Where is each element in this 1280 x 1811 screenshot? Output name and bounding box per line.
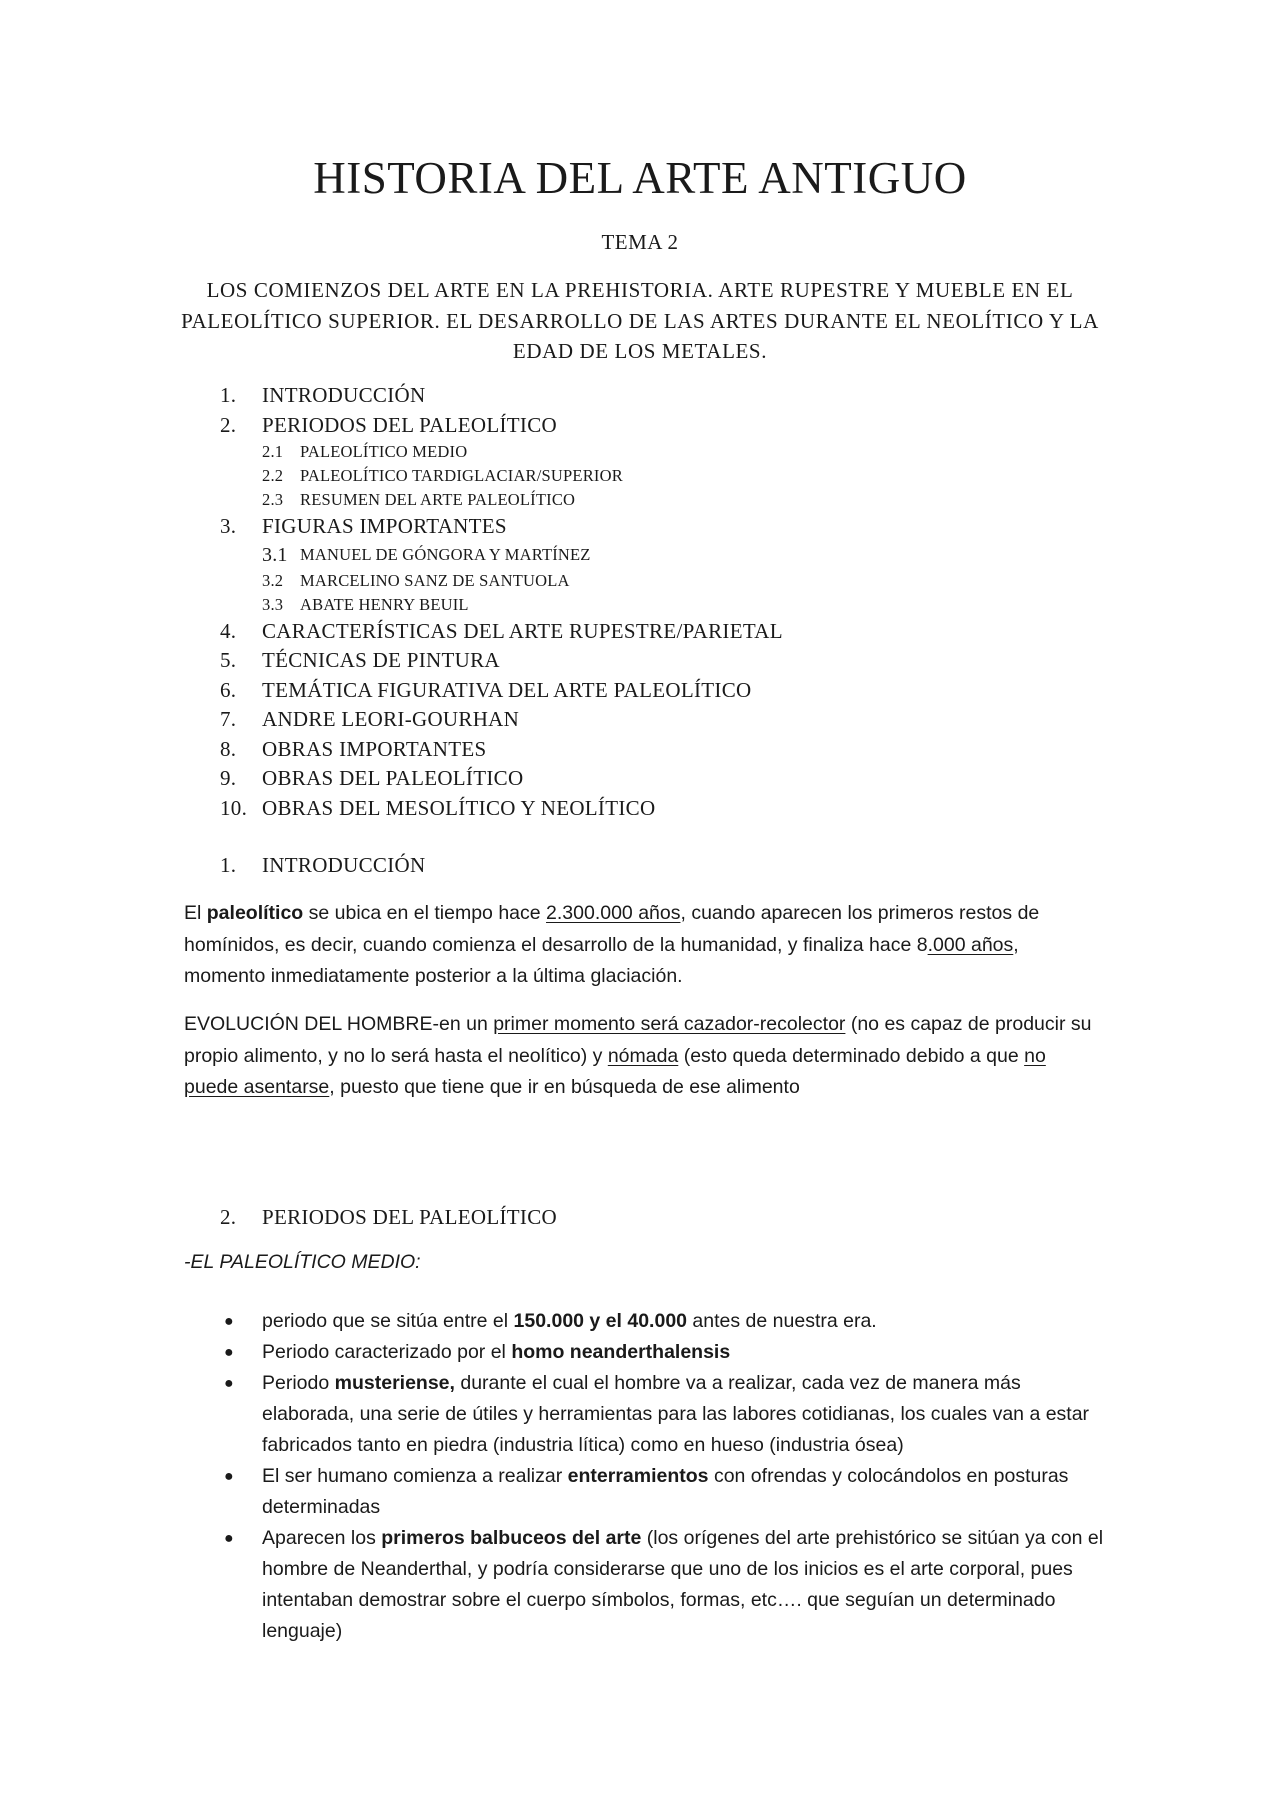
text-run: durante el cual el hombre va a realizar, cada vez de manera más elaborada, una serie de útiles y herramientas para las labores cotidianas, los cuales van a estar fabricados tanto en piedra (industria lítica) como en hueso (industria ósea) [262,1372,1090,1456]
toc-label: OBRAS DEL MESOLÍTICO Y NEOLÍTICO [262,795,656,820]
toc-label: TÉCNICAS DE PINTURA [262,648,500,673]
toc-item [220,794,1120,824]
paragraph-paleolitico [184,898,1104,993]
toc-label: PERIODOS DEL PALEOLÍTICO [262,412,557,437]
toc-number: 2.1 [262,442,284,461]
toc-number: 9. [220,766,237,791]
subsection-label: -EL PALEOLÍTICO MEDIO: [184,1251,421,1273]
toc-subitem [220,593,1120,617]
text-run: periodo que se sitúa entre el [262,1310,514,1332]
text-run: , momento inmediatamente posterior a la última glaciación. [184,933,1019,987]
toc-number: 1. [220,383,237,408]
toc-label: OBRAS IMPORTANTES [262,736,487,761]
toc-label: CARACTERÍSTICAS DEL ARTE RUPESTRE/PARIETAL [262,618,783,643]
bullet-icon: ● [224,1344,234,1361]
toc-label: RESUMEN DEL ARTE PALEOLÍTICO [300,490,576,509]
toc-subitem [220,440,1120,464]
toc-label: PALEOLÍTICO TARDIGLACIAR/SUPERIOR [300,466,623,485]
list-item [184,1306,1114,1337]
paragraph-evolucion [184,1009,1104,1104]
toc-label: MARCELINO SANZ DE SANTUOLA [300,570,570,590]
toc-item [220,646,1120,676]
text-run: , cuando aparecen los primeros restos de homínidos, es decir, cuando comienza el desarrollo de la humanidad, y finaliza hace 8 [184,902,1040,956]
text-run: Periodo caracterizado por el [262,1341,512,1363]
text-run: El ser humano comienza a realizar [262,1465,568,1487]
toc-number: 2.2 [262,466,284,485]
toc-item [220,705,1120,735]
toc-label: PALEOLÍTICO MEDIO [300,442,468,461]
toc-number: 5. [220,648,237,673]
toc-number: 4. [220,618,237,643]
toc-number: 3. [220,514,237,539]
bullet-icon: ● [224,1375,234,1392]
bullet-icon: ● [224,1313,234,1330]
toc-number: 7. [220,707,237,732]
bold-term: enterramientos [567,1465,709,1487]
section-heading-introduccion [220,853,425,878]
list-item [184,1368,1114,1461]
toc-label: MANUEL DE GÓNGORA Y MARTÍNEZ [300,545,591,564]
toc-label: ANDRE LEORI-GOURHAN [262,707,520,732]
underlined-term: primer momento será cazador-recolector [493,1013,846,1035]
document-title: HISTORIA DEL ARTE ANTIGUO [313,153,967,203]
bullet-icon: ● [224,1468,234,1485]
toc-label: TEMÁTICA FIGURATIVA DEL ARTE PALEOLÍTICO [262,677,752,702]
list-item [184,1337,1114,1368]
toc-number: 2. [220,412,237,437]
underlined-term: 2.300.000 años [546,902,681,924]
list-item [184,1461,1114,1523]
toc-number: 3.2 [262,570,284,590]
bold-term: 150.000 y el 40.000 [513,1310,688,1332]
text-run: (no es capaz de producir su propio alimento, y no lo será hasta el neolítico) y [184,1013,1092,1067]
text-run: Periodo [262,1372,335,1394]
toc-number: 3.1 [262,543,288,566]
bold-term: paleolítico [206,902,304,924]
toc-number: 6. [220,677,237,702]
toc-item [220,512,1120,542]
underlined-term: nómada [607,1044,679,1067]
toc-label: ABATE HENRY BEUIL [300,594,469,614]
toc-item [220,411,1120,441]
toc-label: INTRODUCCIÓN [262,383,426,408]
list-item [184,1523,1114,1647]
section-title: INTRODUCCIÓN [262,853,426,877]
bold-term: homo neanderthalensis [511,1341,731,1363]
section-number: 1. [220,853,237,877]
toc-subitem [220,464,1120,488]
text-run: Aparecen los [262,1527,382,1549]
toc-number: 8. [220,736,237,761]
table-of-contents [220,381,1120,823]
section-title: PERIODOS DEL PALEOLÍTICO [262,1205,557,1229]
text-run: (esto queda determinado debido a que [678,1044,1025,1067]
section-number: 2. [220,1205,237,1229]
tema-label: TEMA 2 [601,230,679,254]
toc-number: 10. [220,795,248,820]
toc-label: FIGURAS IMPORTANTES [262,514,507,539]
text-run: EVOLUCIÓN DEL HOMBRE-en un [184,1013,494,1035]
toc-subitem [220,488,1120,512]
toc-item [220,381,1120,411]
underlined-term: .000 años [927,933,1014,956]
bullet-list [184,1306,1114,1647]
toc-number: 3.3 [262,594,284,614]
text-run: antes de nuestra era. [687,1310,877,1332]
text-run: con ofrendas y colocándolos en posturas determinadas [262,1465,1069,1518]
section-heading-periodos [220,1205,557,1230]
document-subtitle: LOS COMIENZOS DEL ARTE EN LA PREHISTORIA. ARTE RUPESTRE Y MUEBLE EN EL PALEOLÍTICO SUPERIOR. EL DESARROLLO DE LAS ARTES DURANTE EL NEOLÍTICO Y LA EDAD DE LOS METALES. [181,278,1099,363]
toc-item [220,735,1120,765]
toc-subitem [220,569,1120,593]
text-run: , puesto que tiene que ir en búsqueda de ese alimento [329,1076,800,1098]
text-run: El [184,902,207,924]
text-run: se ubica en el tiempo hace [303,902,547,924]
toc-label: OBRAS DEL PALEOLÍTICO [262,766,524,791]
bold-term: primeros balbuceos del arte [381,1527,642,1549]
bullet-icon: ● [224,1530,234,1547]
toc-number: 2.3 [262,490,284,509]
text-run: (los orígenes del arte prehistórico se sitúan ya con el hombre de Neanderthal, y podría considerarse que uno de los inicios es el arte corporal, pues intentaban demostrar sobre el cuerpo símbolos, formas, etc…. que seguían un determinado lenguaje) [262,1527,1104,1642]
toc-subitem [220,542,1120,569]
underlined-term: no puede asentarse [184,1044,1046,1098]
bold-term: musteriense, [334,1372,455,1394]
toc-item [220,676,1120,706]
toc-item [220,617,1120,647]
toc-item [220,764,1120,794]
